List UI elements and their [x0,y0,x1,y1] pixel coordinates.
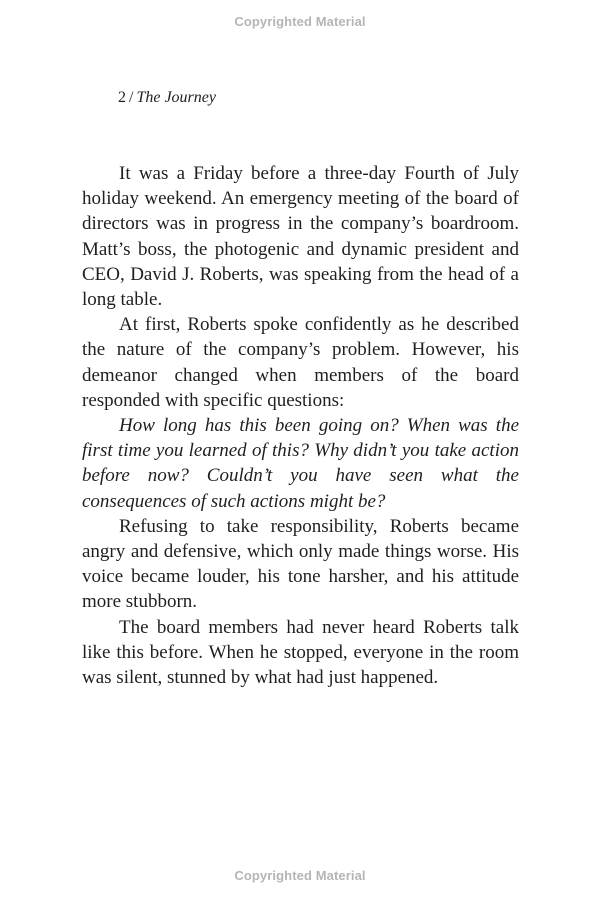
running-head-separator: / [129,89,134,106]
running-head [118,89,216,107]
quoted-questions: How long has this been going on? When was the first time you learned of this? Why didn’t you take action before now? Couldn’t you have seen what the consequences of such actions might be? [82,415,519,512]
paragraph: At first, Roberts spoke confidently as he described the nature of the company’s problem. However, his demeanor changed when members of the board responded with specific questions: [82,314,519,411]
page-number: 2 [118,89,126,106]
copyright-watermark-top: Copyrighted Material [234,14,366,29]
paragraph: The board members had never heard Roberts talk like this before. When he stopped, everyone in the room was silent, stunned by what had just happened. [82,616,519,689]
book-title: The Journey [136,89,216,106]
paragraph: Refusing to take responsibility, Roberts became angry and defensive, which only made things worse. His voice became louder, his tone harsher, and his attitude more stubborn. [82,515,519,613]
body-text [82,161,519,690]
paragraph: It was a Friday before a three-day Fourth of July holiday weekend. An emergency meeting of the board of directors was in progress in the company’s boardroom. Matt’s boss, the photogenic and dynamic president and CEO, David J. Roberts, was speaking from the head of a long table. [82,163,519,311]
copyright-watermark-bottom: Copyrighted Material [234,868,366,883]
